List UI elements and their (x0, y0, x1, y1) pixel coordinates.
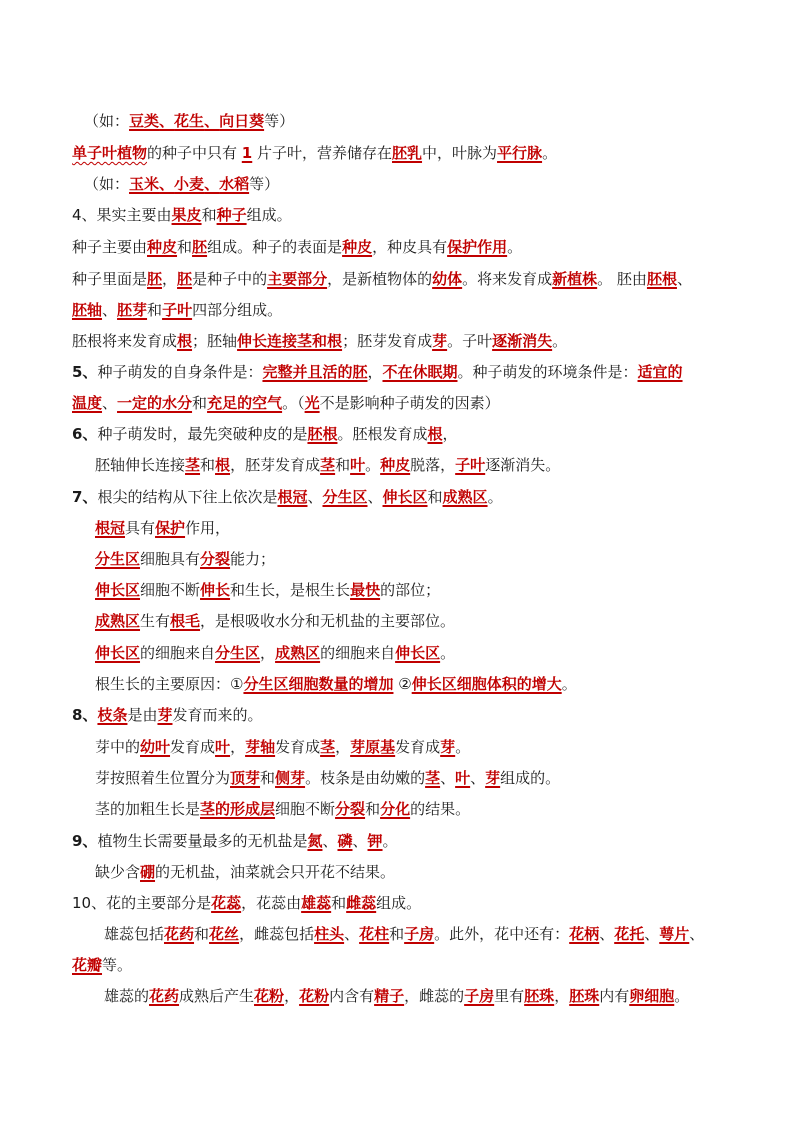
text-run: 。枝条是由幼嫩的 (305, 769, 426, 787)
text-run: 、 (599, 925, 615, 943)
key-term: 伸长区细胞体积的增大 (411, 675, 562, 693)
text-line (95, 736, 470, 758)
text-run: 等） (249, 175, 280, 193)
key-term: 花粉 (299, 987, 330, 1005)
text-run: 能力； (230, 550, 276, 568)
text-run: ， (162, 270, 178, 288)
text-run: 组成。 (376, 894, 422, 912)
key-term: 芽 (485, 769, 501, 787)
text-run: 。 (542, 144, 558, 162)
key-term: 花丝 (209, 925, 240, 943)
key-term: 幼体 (432, 270, 463, 288)
text-run: 。胚根发育成 (337, 425, 428, 443)
key-term: 精子 (374, 987, 405, 1005)
text-run: ， (367, 363, 383, 381)
text-line (72, 830, 398, 852)
key-term: 花蕊 (211, 894, 242, 912)
text-line (104, 985, 689, 1007)
text-run: 具有 (125, 519, 156, 537)
key-term: 茎 (320, 738, 336, 756)
text-run: 的结果。 (410, 800, 471, 818)
text-run: ，雌蕊包括 (239, 925, 315, 943)
key-term: 花药 (164, 925, 195, 943)
key-term: 胚 (147, 270, 163, 288)
key-term: 、 (159, 112, 175, 130)
text-line (72, 486, 503, 508)
text-line (95, 517, 230, 539)
key-term: 玉米 (129, 175, 160, 193)
text-run: 和 (331, 894, 347, 912)
key-term: 一定的水分 (117, 394, 193, 412)
text-line (72, 299, 282, 321)
text-line (84, 173, 279, 195)
text-run: 芽中的 (95, 738, 141, 756)
text-run: 逐渐消失。 (485, 456, 561, 474)
key-term: 保护作用 (447, 238, 508, 256)
key-term: 果皮 (171, 206, 202, 224)
text-run: 、 (689, 925, 705, 943)
key-term: 茎 (185, 456, 201, 474)
text-line (95, 454, 560, 476)
key-term: 温度 (72, 394, 103, 412)
key-term: 伸长区 (95, 581, 141, 599)
key-term: 钾 (367, 832, 383, 850)
key-term: 新植株 (552, 270, 598, 288)
text-run: 、 (470, 769, 486, 787)
text-run: 雄蕊的 (104, 987, 150, 1005)
key-term: 茎的形成层 (200, 800, 276, 818)
key-term: 主要部分 (267, 270, 328, 288)
key-term: 伸长 (200, 581, 231, 599)
key-term: 花托 (614, 925, 645, 943)
text-run: 是种子中的 (192, 270, 268, 288)
text-run: 的细胞来自 (140, 644, 216, 662)
text-run: 和 (389, 925, 405, 943)
text-run: 。（ (282, 394, 305, 412)
key-term: 根冠 (277, 488, 308, 506)
item-number: 9、 (72, 832, 98, 850)
key-term: 花柄 (569, 925, 600, 943)
key-term: 分生区 (95, 550, 141, 568)
key-term: 伸长区 (95, 644, 141, 662)
text-run: 。 (552, 332, 568, 350)
key-term: 豆类 (129, 112, 160, 130)
key-term: 分生区 (322, 488, 368, 506)
key-term: 芽 (157, 706, 173, 724)
text-line (72, 361, 683, 383)
text-run: 。 (507, 238, 523, 256)
text-run: 、 (102, 301, 118, 319)
text-line (104, 923, 704, 945)
text-run: 、 (676, 270, 692, 288)
key-term: 胚轴 (72, 301, 103, 319)
key-term: 伸长区 (382, 488, 428, 506)
text-run: ， (230, 738, 246, 756)
text-run: 种子萌发时，最先突破种皮的是 (97, 425, 308, 443)
key-term: 充足的空气 (207, 394, 283, 412)
key-term: 胚 (192, 238, 208, 256)
text-run: ， (335, 738, 351, 756)
key-term: 胚根 (646, 270, 677, 288)
text-run: 四部分组成。 (192, 301, 283, 319)
text-line (95, 579, 440, 601)
text-run: ，胚芽发育成 (230, 456, 321, 474)
text-run: 、 (644, 925, 660, 943)
text-run: 种子主要由 (72, 238, 148, 256)
key-term: 子叶 (162, 301, 193, 319)
key-term: 胚芽 (117, 301, 148, 319)
text-run: 内有 (599, 987, 630, 1005)
key-term: 、 (159, 175, 175, 193)
text-run: 根生长的主要原因：① (95, 675, 244, 693)
text-run: 胚轴伸长连接 (95, 456, 186, 474)
text-run: 、 (322, 832, 338, 850)
text-run: ，雌蕊的 (404, 987, 465, 1005)
key-term: 、 (204, 112, 220, 130)
item-number: 8、 (72, 706, 98, 724)
text-line (72, 392, 500, 414)
key-term: 胚乳 (392, 144, 423, 162)
key-term: 成熟区 (275, 644, 321, 662)
key-term: 雌蕊 (346, 894, 377, 912)
text-run: 的部位； (380, 581, 441, 599)
key-term: 逐渐消失 (492, 332, 553, 350)
key-term: 分生区细胞数量的增加 (243, 675, 394, 693)
text-run: 胚根将来发育成 (72, 332, 178, 350)
text-line (72, 330, 567, 352)
key-term: 叶 (350, 456, 366, 474)
key-term: 茎 (320, 456, 336, 474)
key-term: 花瓣 (72, 956, 103, 974)
key-term: 1 (241, 144, 253, 162)
item-number: 6、 (72, 425, 98, 443)
key-term: 雄蕊 (301, 894, 332, 912)
key-term: 种皮 (147, 238, 178, 256)
key-term: 小麦 (174, 175, 205, 193)
key-term: 不在休眠期 (382, 363, 458, 381)
text-run: 、 (307, 488, 323, 506)
key-term: 叶 (455, 769, 471, 787)
text-run: 等。 (102, 956, 133, 974)
key-term: 卵细胞 (629, 987, 675, 1005)
text-run: 根尖的结构从下往上依次是 (97, 488, 278, 506)
text-line (72, 268, 692, 290)
key-term: 胚珠 (524, 987, 555, 1005)
text-run: 、 (440, 769, 456, 787)
text-run: 是由 (127, 706, 158, 724)
text-run: 和 (192, 394, 208, 412)
item-number: 5、 (72, 363, 98, 381)
key-term: 胚根 (307, 425, 338, 443)
text-run: 和 (260, 769, 276, 787)
text-line (72, 236, 522, 258)
text-line (72, 423, 458, 445)
key-term: 种皮 (342, 238, 373, 256)
text-run: 、 (344, 925, 360, 943)
text-run: 中，叶脉为 (422, 144, 498, 162)
key-term: 分裂 (335, 800, 366, 818)
text-run: ，种皮具有 (372, 238, 448, 256)
text-run: 。 (561, 675, 577, 693)
text-run: ，是新植物体的 (327, 270, 433, 288)
text-run: ② (393, 675, 412, 693)
text-run: 发育成 (275, 738, 321, 756)
text-run: 成熟后产生 (179, 987, 255, 1005)
key-term: 分化 (380, 800, 411, 818)
key-term: 芽 (440, 738, 456, 756)
text-line (72, 954, 132, 976)
text-run: 组成。种子的表面是 (207, 238, 343, 256)
key-term: 伸长区 (395, 644, 441, 662)
text-run: 和 (427, 488, 443, 506)
text-run: 组成。 (246, 206, 292, 224)
key-term: 、 (204, 175, 220, 193)
text-run: 发育而来的。 (172, 706, 263, 724)
text-run: 组成的。 (500, 769, 561, 787)
key-term: 萼片 (659, 925, 690, 943)
text-run: 。 (365, 456, 381, 474)
text-run: （如： (84, 112, 130, 130)
text-run: 芽按照着生位置分为 (95, 769, 231, 787)
text-run: 生有 (140, 612, 171, 630)
text-run: 细胞不断 (140, 581, 201, 599)
text-run: 等） (264, 112, 295, 130)
item-number: 7、 (72, 488, 98, 506)
key-term: 柱头 (314, 925, 345, 943)
key-term: 氮 (307, 832, 323, 850)
text-run: ，是根吸收水分和无机盐的主要部位。 (200, 612, 456, 630)
text-run: 。子叶 (447, 332, 493, 350)
text-run: ， (284, 987, 300, 1005)
key-term: 花粉 (254, 987, 285, 1005)
text-line (84, 110, 294, 132)
text-line (95, 673, 577, 695)
text-run: 。 (674, 987, 690, 1005)
key-term: 完整并且活的胚 (262, 363, 368, 381)
key-term: 平行脉 (497, 144, 543, 162)
key-term: 芽原基 (350, 738, 396, 756)
text-run: 茎的加粗生长是 (95, 800, 201, 818)
text-run: 和 (200, 456, 216, 474)
text-run: 和 (365, 800, 381, 818)
key-term: 最快 (350, 581, 381, 599)
text-run: 和生长，是根生长 (230, 581, 351, 599)
text-run: 、 (352, 832, 368, 850)
text-run: ，花蕊由 (241, 894, 302, 912)
key-term: 磷 (337, 832, 353, 850)
key-term: 根 (427, 425, 443, 443)
key-term: 向日葵 (219, 112, 265, 130)
key-term: 成熟区 (95, 612, 141, 630)
text-run: 不是影响种子萌发的因素） (319, 394, 500, 412)
key-term: 根 (177, 332, 193, 350)
text-run: 10、花的主要部分是 (72, 894, 212, 912)
key-term: 根毛 (170, 612, 201, 630)
text-run: （如： (84, 175, 130, 193)
text-run: 发育成 (170, 738, 216, 756)
text-run: 发育成 (395, 738, 441, 756)
text-run: 和 (335, 456, 351, 474)
text-run: 。 胚由 (597, 270, 647, 288)
key-term: 茎 (425, 769, 441, 787)
key-term: 子叶 (455, 456, 486, 474)
text-run: 。种子萌发的环境条件是： (457, 363, 638, 381)
text-run: 的无机盐，油菜就会只开花不结果。 (155, 863, 396, 881)
key-term: 花柱 (359, 925, 390, 943)
text-run: 的细胞来自 (320, 644, 396, 662)
text-run: 种子里面是 (72, 270, 148, 288)
text-line (95, 642, 455, 664)
text-run: 雄蕊包括 (104, 925, 165, 943)
key-term: 幼叶 (140, 738, 171, 756)
text-line (72, 704, 263, 726)
text-run: ， (554, 987, 570, 1005)
text-line (72, 892, 421, 914)
text-line (95, 798, 470, 820)
key-term: 枝条 (97, 706, 128, 724)
key-term: 适宜的 (637, 363, 683, 381)
text-line (72, 142, 557, 164)
key-term: 花生 (174, 112, 205, 130)
text-run: 种子萌发的自身条件是： (97, 363, 263, 381)
key-term: 侧芽 (275, 769, 306, 787)
key-term: 伸长连接茎和根 (237, 332, 343, 350)
text-run: 。 (455, 738, 471, 756)
text-run: 里有 (494, 987, 525, 1005)
text-run: 。 (382, 832, 398, 850)
text-run: 。将来发育成 (462, 270, 553, 288)
key-term: 水稻 (219, 175, 250, 193)
key-term: 单子叶植物 (72, 144, 148, 162)
text-run: 内含有 (329, 987, 375, 1005)
key-term: 分裂 (200, 550, 231, 568)
text-run: ， (442, 425, 458, 443)
text-line (95, 548, 275, 570)
key-term: 胚 (177, 270, 193, 288)
text-run: 缺少含 (95, 863, 141, 881)
key-term: 芽 (432, 332, 448, 350)
text-run: 。此外，花中还有： (434, 925, 570, 943)
text-run: ；胚芽发育成 (342, 332, 433, 350)
text-line (95, 767, 560, 789)
text-run: 作用， (185, 519, 231, 537)
text-run: 细胞具有 (140, 550, 201, 568)
text-run: 的种子中只有 (147, 144, 242, 162)
key-term: 种皮 (380, 456, 411, 474)
key-term: 花药 (149, 987, 180, 1005)
text-run: 和 (201, 206, 217, 224)
key-term: 根 (215, 456, 231, 474)
text-run: 细胞不断 (275, 800, 336, 818)
text-run: 、 (102, 394, 118, 412)
text-run: 植物生长需要量最多的无机盐是 (97, 832, 308, 850)
key-term: 光 (304, 394, 320, 412)
text-run: ， (260, 644, 276, 662)
key-term: 芽轴 (245, 738, 276, 756)
key-term: 分生区 (215, 644, 261, 662)
text-run: 和 (147, 301, 163, 319)
key-term: 顶芽 (230, 769, 261, 787)
text-run: 脱落， (410, 456, 456, 474)
text-run: 、 (367, 488, 383, 506)
text-run: 4、果实主要由 (72, 206, 172, 224)
key-term: 成熟区 (442, 488, 488, 506)
key-term: 根冠 (95, 519, 126, 537)
text-run: 。 (487, 488, 503, 506)
key-term: 种子 (216, 206, 247, 224)
text-line (95, 861, 395, 883)
text-run: 。 (440, 644, 456, 662)
text-run: 和 (177, 238, 193, 256)
text-run: 和 (194, 925, 210, 943)
key-term: 子房 (404, 925, 435, 943)
text-line (72, 204, 292, 226)
key-term: 叶 (215, 738, 231, 756)
key-term: 胚珠 (569, 987, 600, 1005)
key-term: 子房 (464, 987, 495, 1005)
text-run: ；胚轴 (192, 332, 238, 350)
key-term: 保护 (155, 519, 186, 537)
text-run: 片子叶，营养储存在 (252, 144, 393, 162)
text-line (95, 610, 455, 632)
key-term: 硼 (140, 863, 156, 881)
